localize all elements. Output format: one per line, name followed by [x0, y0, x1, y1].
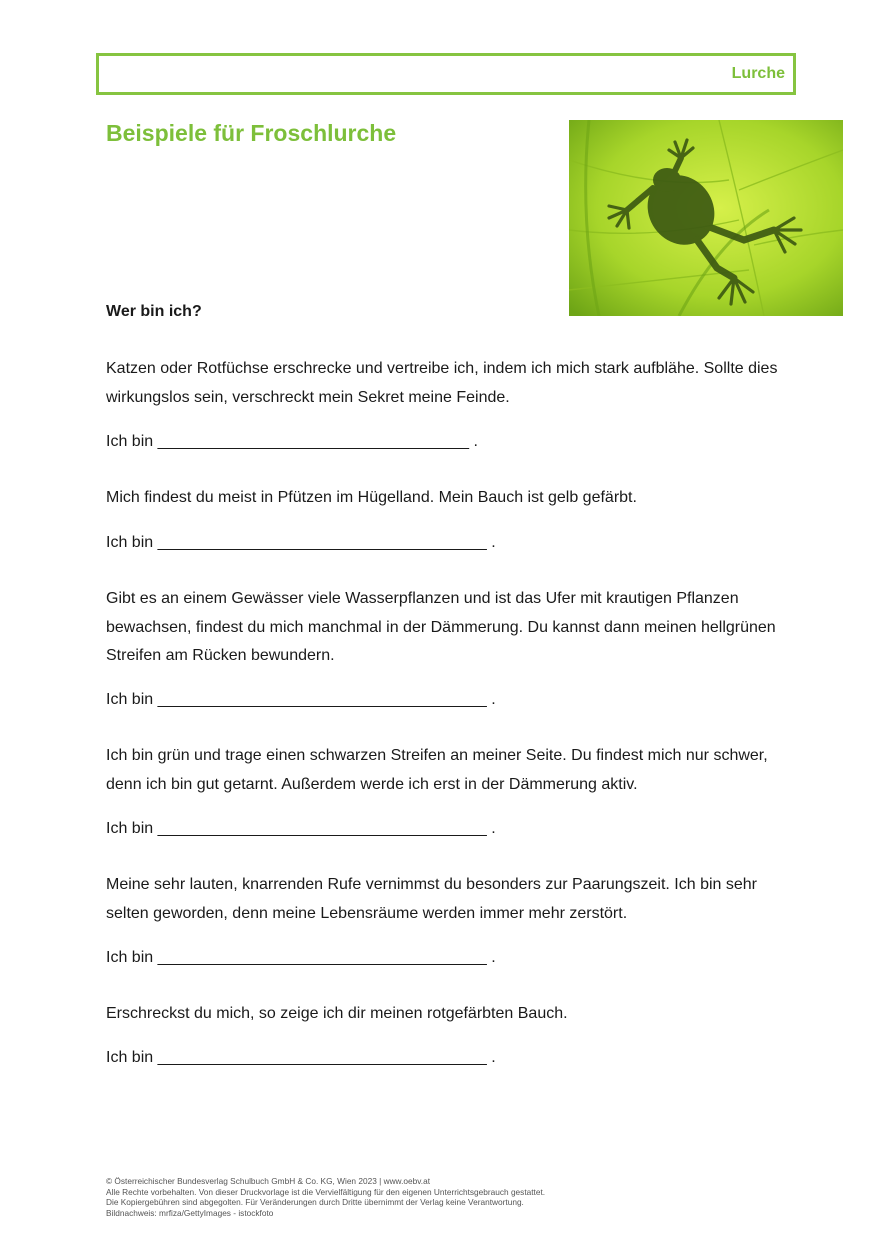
- footer-image-credit: Bildnachweis: mrfiza/GettyImages - istockfoto: [106, 1207, 274, 1218]
- question-text: Mich findest du meist in Pfützen im Hügelland. Mein Bauch ist gelb gefärbt.: [106, 489, 637, 506]
- question-text: Meine sehr lauten, knarrenden Rufe vernimmst du besonders zur Paarungszeit. Ich bin sehr selten geworden, denn meine Lebensräume werden immer mehr zerstört.: [106, 876, 758, 922]
- footer-rights: Alle Rechte vorbehalten. Von dieser Druckvorlage ist die Vervielfältigung für den eigenen Unterrichtsgebrauch gestattet.: [106, 1186, 546, 1197]
- question-text: Gibt es an einem Gewässer viele Wasserpflanzen und ist das Ufer mit krautigen Pflanzen bewachsen, findest du mich manchmal in der Dämmerung. Du kannst dann meinen hellgrünen Streifen am Rücken bewundern.: [106, 590, 776, 664]
- answer-line: Ich bin _____________________________________ .: [106, 534, 496, 551]
- footer-fees: Die Kopiergebühren sind abgegolten. Für Veränderungen durch Dritte übernimmt der Verlag keine Verantwortung.: [106, 1197, 524, 1207]
- frog-silhouette-icon: [569, 120, 843, 316]
- question-text: Erschreckst du mich, so zeige ich dir meinen rotgefärbten Bauch.: [106, 1005, 568, 1022]
- question-text: Ich bin grün und trage einen schwarzen Streifen an meiner Seite. Du findest mich nur schwer, denn ich bin gut getarnt. Außerdem werde ich erst in der Dämmerung aktiv.: [106, 747, 768, 793]
- answer-line: Ich bin _____________________________________ .: [106, 1049, 496, 1066]
- header-box: [96, 53, 796, 95]
- answer-line: Ich bin _____________________________________ .: [106, 691, 496, 708]
- answer-line: Ich bin _____________________________________ .: [106, 949, 496, 966]
- section-label: Lurche: [731, 65, 785, 82]
- section-subtitle: Wer bin ich?: [106, 303, 202, 320]
- question-text: Katzen oder Rotfüchse erschrecke und vertreibe ich, indem ich mich stark aufblähe. Sollte dies wirkungslos sein, verschreckt mein Sekret meine Feinde.: [106, 360, 778, 406]
- frog-photo: [569, 120, 843, 316]
- footer: [106, 1176, 806, 1218]
- page-title: Beispiele für Froschlurche: [106, 120, 397, 146]
- footer-copyright: © Österreichischer Bundesverlag Schulbuch GmbH & Co. KG, Wien 2023 | www.oebv.at: [106, 1176, 430, 1186]
- answer-line: Ich bin _____________________________________ .: [106, 820, 496, 837]
- answer-line: Ich bin ___________________________________ .: [106, 433, 478, 450]
